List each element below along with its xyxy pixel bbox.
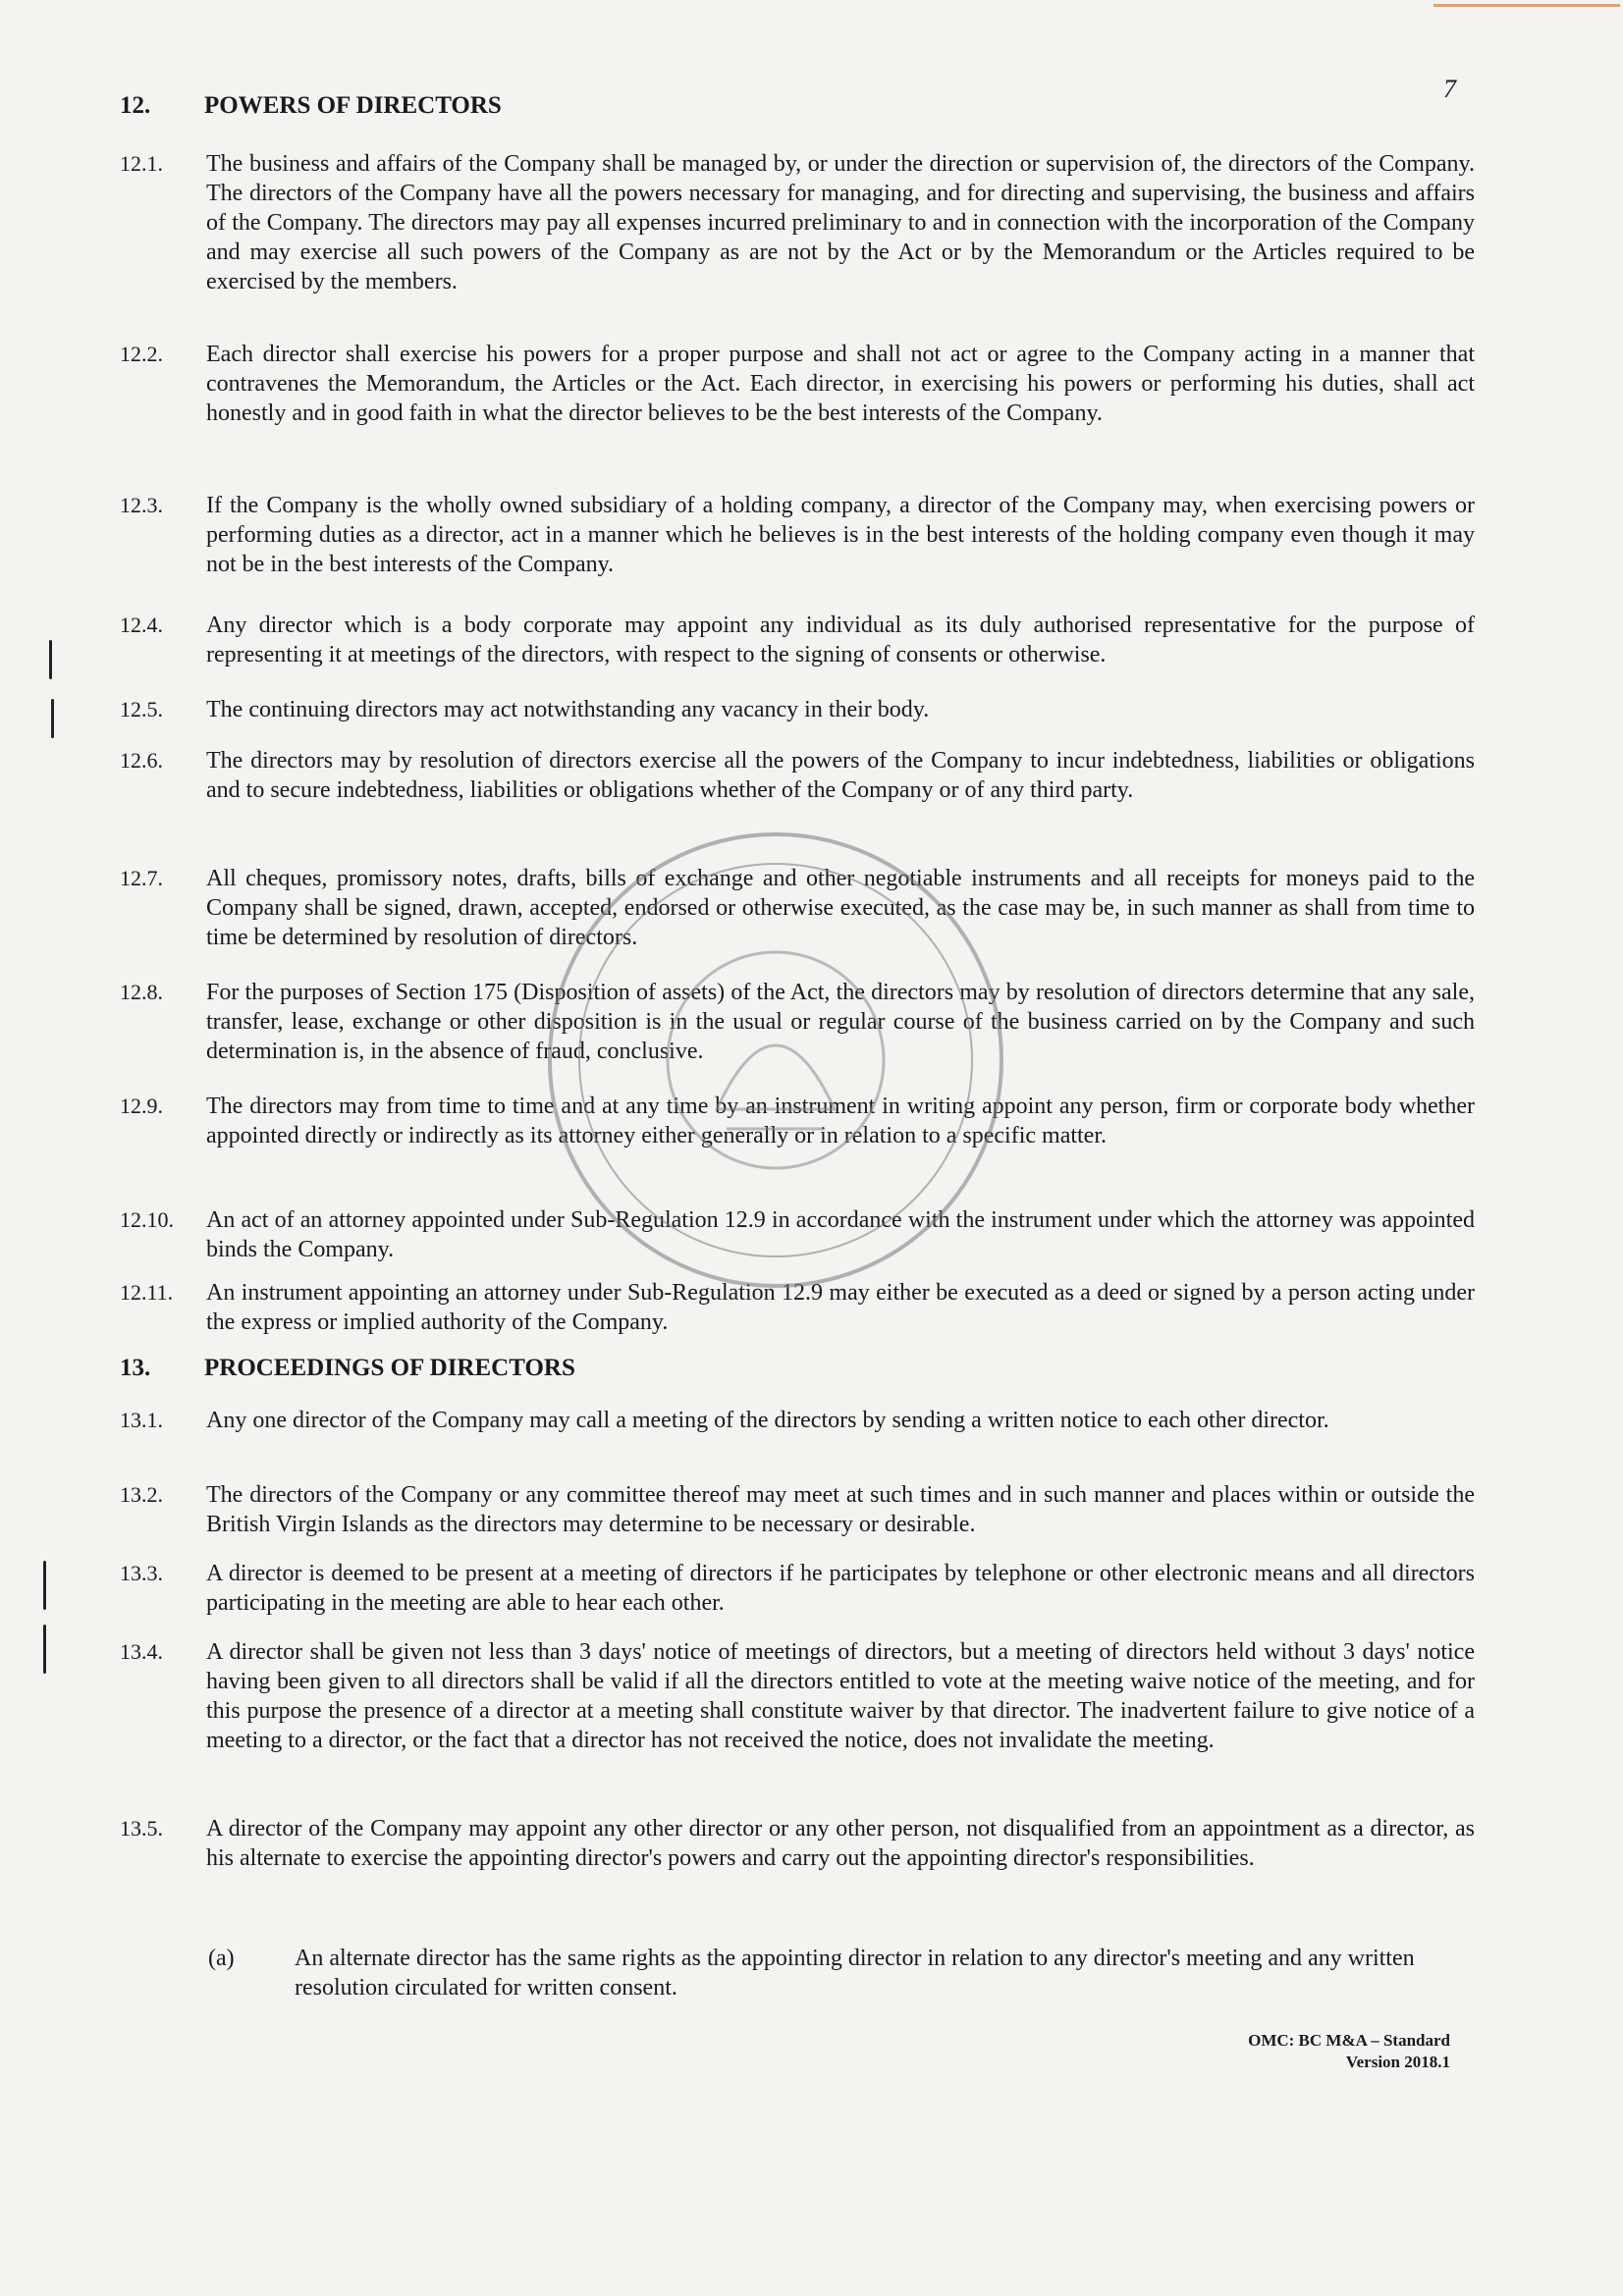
clause-13-4 bbox=[120, 1637, 1475, 1755]
clause-number: 12.11. bbox=[120, 1280, 174, 1305]
clause-text: If the Company is the wholly owned subsidiary of a holding company, a director of the Company may, when exercising powers or performing duties as a director, act in a manner which he believes is in the best interests of the holding company even though it may not be in the best interests of the Company. bbox=[206, 493, 1475, 577]
clause-text: Any one director of the Company may call a meeting of the directors by sending a written notice to each other director. bbox=[206, 1408, 1329, 1433]
clause-13-1 bbox=[120, 1406, 1475, 1435]
subclause-label: (a) bbox=[208, 1946, 235, 1971]
corporate-seal-stamp bbox=[520, 815, 1031, 1306]
margin-bracket-mark bbox=[49, 640, 52, 679]
clause-text: An instrument appointing an attorney under Sub-Regulation 12.9 may either be executed as a deed or signed by a person acting under the express or implied authority of the Company. bbox=[206, 1280, 1475, 1335]
subclause-13-5-a bbox=[208, 1944, 1475, 2002]
clause-text: The business and affairs of the Company shall be managed by, or under the direction or supervision of, the directors of the Company. The directors of the Company have all the powers necessary for managing, and for directing and supervising, the business and affairs of the Company. The directors may pay all expenses incurred preliminary to and in connection with the incorporation of the Company and may exercise all such powers of the Company as are not by the Act or by the Memorandum or the Articles required to be exercised by the members. bbox=[206, 151, 1475, 294]
section-number: 12. bbox=[120, 92, 151, 119]
clause-number: 13.1. bbox=[120, 1408, 163, 1432]
section-12-heading bbox=[120, 92, 1475, 120]
margin-bracket-mark bbox=[43, 1561, 46, 1610]
clause-number: 13.5. bbox=[120, 1816, 163, 1841]
section-title: POWERS OF DIRECTORS bbox=[204, 92, 502, 119]
clause-12-6 bbox=[120, 746, 1475, 805]
clause-12-5 bbox=[120, 695, 1475, 724]
clause-text: A director shall be given not less than 3 days' notice of meetings of directors, but a meeting of directors held without 3 days' notice having been given to all directors shall be valid if all the directors entitled to vote at the meeting waive notice of the meeting, and for this purpose the presence of a director at a meeting shall constitute waiver by that director. The inadvertent failure to give notice of a meeting to a director, or the fact that a director has not received the notice, does not invalidate the meeting. bbox=[206, 1639, 1475, 1753]
document-footer bbox=[1248, 2030, 1450, 2073]
clause-13-2 bbox=[120, 1480, 1475, 1539]
clause-number: 12.2. bbox=[120, 342, 163, 366]
clause-text: The directors may from time to time and at any time by an instrument in writing appoint any person, firm or corporate body whether appointed directly or indirectly as its attorney either generally or in relation to a specific matter. bbox=[206, 1094, 1475, 1148]
clause-number: 13.2. bbox=[120, 1482, 163, 1507]
section-title: PROCEEDINGS OF DIRECTORS bbox=[204, 1355, 575, 1381]
subclause-text: An alternate director has the same rights as the appointing director in relation to any director's meeting and any written resolution circulated for written consent. bbox=[295, 1946, 1415, 2001]
clause-text: For the purposes of Section 175 (Disposition of assets) of the Act, the directors may by resolution of directors determine that any sale, transfer, lease, exchange or other disposition is in the usual or regular course of the business carried on by the Company and such determination is, in the absence of fraud, conclusive. bbox=[206, 980, 1475, 1064]
section-number: 13. bbox=[120, 1355, 151, 1381]
section-13-heading bbox=[120, 1355, 1475, 1382]
clause-number: 12.1. bbox=[120, 151, 163, 176]
margin-bracket-mark bbox=[43, 1625, 46, 1674]
clause-number: 13.4. bbox=[120, 1639, 163, 1664]
page-number: 7 bbox=[1443, 75, 1456, 103]
clause-number: 12.10. bbox=[120, 1207, 174, 1232]
clause-number: 12.8. bbox=[120, 980, 163, 1004]
clause-number: 12.3. bbox=[120, 493, 163, 517]
clause-text: Any director which is a body corporate may appoint any individual as its duly authorised representative for the purpose of representing it at meetings of the directors, with respect to the signing of consents or otherwise. bbox=[206, 613, 1475, 667]
clause-text: A director is deemed to be present at a meeting of directors if he participates by telephone or other electronic means and all directors participating in the meeting are able to hear each other. bbox=[206, 1561, 1475, 1616]
margin-bracket-mark bbox=[51, 699, 54, 738]
clause-12-4 bbox=[120, 611, 1475, 669]
clause-number: 12.9. bbox=[120, 1094, 163, 1118]
clause-number: 13.3. bbox=[120, 1561, 163, 1585]
clause-text: An act of an attorney appointed under Sub-Regulation 12.9 in accordance with the instrument under which the attorney was appointed binds the Company. bbox=[206, 1207, 1475, 1262]
clause-number: 12.4. bbox=[120, 613, 163, 637]
clause-13-5 bbox=[120, 1814, 1475, 1873]
clause-text: All cheques, promissory notes, drafts, bills of exchange and other negotiable instruments and all receipts for moneys paid to the Company shall be signed, drawn, accepted, endorsed or otherwise executed, as the case may be, in such manner as shall from time to time be determined by resolution of directors. bbox=[206, 866, 1475, 950]
scan-edge-mark bbox=[1434, 4, 1620, 7]
clause-text: Each director shall exercise his powers for a proper purpose and shall not act or agree to the Company acting in a manner that contravenes the Memorandum, the Articles or the Act. Each director, in exercising his powers or performing his duties, shall act honestly and in good faith in what the director believes to be the best interests of the Company. bbox=[206, 342, 1475, 426]
clause-text: A director of the Company may appoint any other director or any other person, not disqualified from an appointment as a director, as his alternate to exercise the appointing director's powers and carry out the appointing director's responsibilities. bbox=[206, 1816, 1475, 1871]
clause-12-3 bbox=[120, 491, 1475, 579]
clause-text: The continuing directors may act notwithstanding any vacancy in their body. bbox=[206, 697, 930, 722]
clause-number: 12.6. bbox=[120, 748, 163, 773]
clause-number: 12.7. bbox=[120, 866, 163, 890]
clause-number: 12.5. bbox=[120, 697, 163, 721]
clause-text: The directors may by resolution of directors exercise all the powers of the Company to incur indebtedness, liabilities or obligations and to secure indebtedness, liabilities or obligations whether of the Company or of any third party. bbox=[206, 748, 1475, 803]
clause-13-3 bbox=[120, 1559, 1475, 1618]
clause-text: The directors of the Company or any committee thereof may meet at such times and in such manner and places within or outside the British Virgin Islands as the directors may determine to be necessary or desirable. bbox=[206, 1482, 1475, 1537]
footer-line-1: OMC: BC M&A – Standard bbox=[1248, 2031, 1450, 2050]
clause-12-2 bbox=[120, 340, 1475, 428]
footer-line-2: Version 2018.1 bbox=[1345, 2053, 1450, 2071]
clause-12-1 bbox=[120, 149, 1475, 296]
